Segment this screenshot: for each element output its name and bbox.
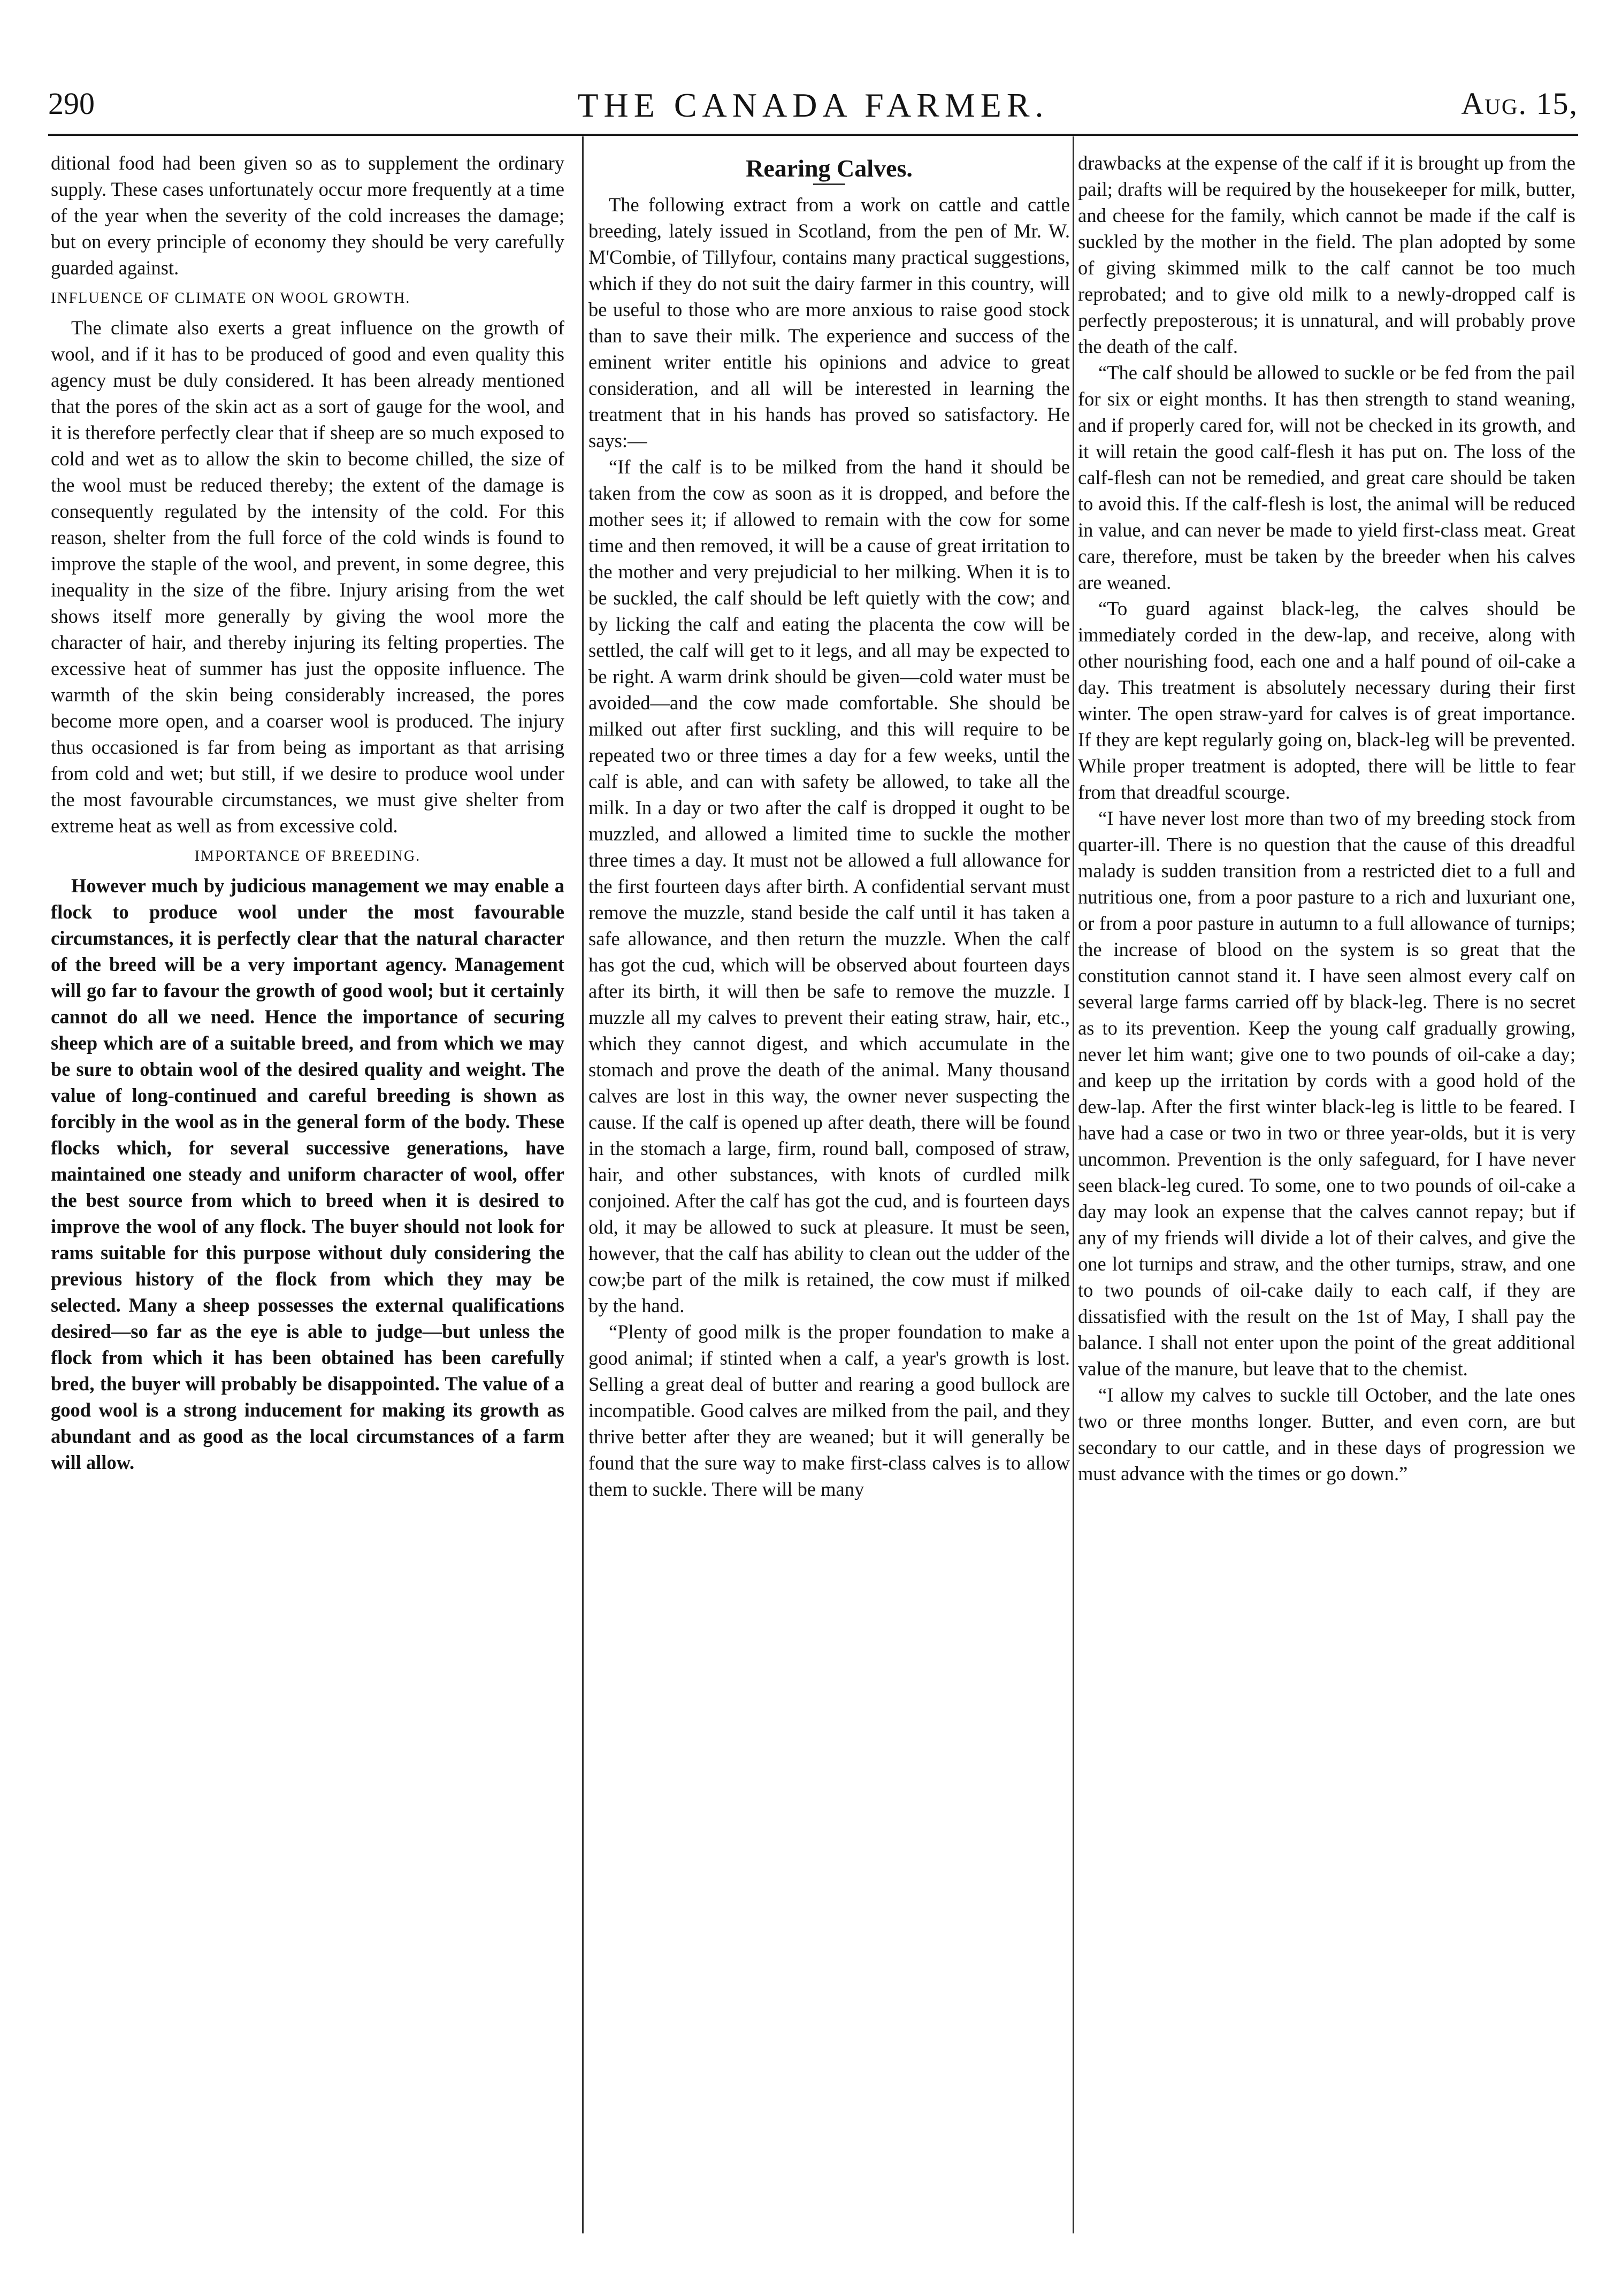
issue-date: Aug. 15, bbox=[1461, 86, 1578, 121]
page-number: 290 bbox=[48, 86, 95, 121]
column-right bbox=[1078, 150, 1575, 2268]
paragraph: “I have never lost more than two of my breeding stock from quarter-ill. There is no question that the cause of this dreadful malady is sudden transition from a restricted diet to a full and nutritious one, from a poor pasture to a rich and luxuriant one, or from a poor pasture in autumn to a full allowance of turnips; the increase of blood on the system is so great that the constitution cannot stand it. I have seen almost every calf on several large farms carried off by black-leg. There is no secret as to its prevention. Keep the young calf gradually growing, never let him want; give one to two pounds of oil-cake a day; and keep up the irritation by cords with a good hold of the dew-lap. After the first winter black-leg is little to be feared. I have had a case or two in two or three year-olds, but it is very uncommon. Prevention is the only safeguard, for I have never seen black-leg cured. To some, one to two pounds of oil-cake a day may look an expense that the calves cannot repay; but if any of my friends will divide a lot of their calves, and give the one lot turnips and straw, and the other turnips, straw, and one to two pounds of oil-cake daily to each calf, if they are dissatisfied with the result on the 1st of May, I shall pay the balance. I shall not enter upon the point of the great additional value of the manure, but leave that to the chemist. bbox=[1078, 807, 1575, 1380]
paragraph: The climate also exerts a great influence on the growth of wool, and if it has to be produced of good and even quality this agency must be duly considered. It has been already mentioned that the pores of the skin act as a sort of gauge for the wool, and it is therefore perfectly clear that if sheep are so much exposed to cold and wet as to allow the skin to become chilled, the size of the wool must be reduced thereby; the extent of the damage is consequently regulated by the intensity of the cold. For this reason, shelter from the full force of the cold winds is found to improve the staple of the wool, and prevent, in some degree, this inequality in the size of the fibre. Injury arising from the wet shows itself more generally by giving the wool more the character of hair, and thereby injuring its felting properties. The excessive heat of summer has just the opposite influence. The warmth of the skin being considerably increased, the pores become more open, and a coarser wool is produced. The injury thus occasioned is far from being as important as that arrising from cold and wet; but still, if we desire to produce wool under the most favourable circumstances, we must give shelter from extreme heat as well as from excessive cold. bbox=[51, 317, 564, 837]
paragraph: “If the calf is to be milked from the hand it should be taken from the cow as soon as it is dropped, and before the mother sees it; if allowed to remain with the cow for some time and then removed, it will be a cause of great irritation to the mother and very prejudicial to her milking. When it is to be suckled, the calf should be left quietly with the cow; and by licking the calf and eating the placenta the cow will be settled, the calf will get to it legs, and all may be expected to be right. A warm drink should be given—cold water must be avoided—and the cow made comfortable. She should be milked out after first suckling, and this will require to be repeated two or three times a day for a few weeks, until the calf is able, and can with safety be allowed, to take all the milk. In a day or two after the calf is dropped it ought to be muzzled, and allowed a limited time to suckle the mother three times a day. It must not be allowed a full allowance for the first fourteen days after birth. A confidential servant must remove the muzzle, stand beside the calf until it has taken a safe allowance, and then return the muzzle. When the calf has got the cud, which will be observed about fourteen days after its birth, it will then be safe to remove the muzzle. I muzzle all my calves to prevent their eating straw, hair, etc., which they cannot digest, and which accumulate in the stomach and prove the death of the animal. Many thousand calves are lost in this way, the owner never suspecting the cause. If the calf is opened up after death, there will be found in the stomach a large, firm, round ball, composed of straw, hair, and other substances, with knots of curdled milk conjoined. After the calf has got the cud, and is fourteen days old, it may be allowed to suck at pleasure. It must be seen, however, that the calf has ability to clean out the udder of the cow;be part of the milk is retained, the cow must if milked by the hand. bbox=[588, 456, 1070, 1317]
paragraph: “The calf should be allowed to suckle or be fed from the pail for six or eight months. It has then strength to stand weaning, and if properly cared for, will not be checked in its growth, and it will retain the good calf-flesh it has put on. The loss of the calf-flesh can not be remedied, and great care should be taken to avoid this. If the calf-flesh is lost, the animal will be reduced in value, and can never be made to yield first-class meat. Great care, therefore, must be taken by the breeder when his calves are weaned. bbox=[1078, 362, 1575, 593]
section-subheading: IMPORTANCE OF BREEDING. bbox=[194, 848, 421, 864]
article-title: Rearing Calves. bbox=[746, 155, 913, 182]
header-rule bbox=[48, 134, 1578, 136]
paragraph: “I allow my calves to suckle till October, and the late ones two or three months longer. Butter, and even corn, are but secondary to our cattle, and in these days of progression we must advance with the times or go down.” bbox=[1078, 1384, 1575, 1484]
column-left bbox=[51, 150, 564, 2268]
paragraph: ditional food had been given so as to supplement the ordinary supply. These cases unfortunately occur more frequently at a time of the year when the severity of the cold increases the damage; but on every principle of economy they should be very carefully guarded against. bbox=[51, 152, 564, 279]
page-header bbox=[48, 86, 1578, 128]
column-middle bbox=[588, 150, 1070, 2268]
paragraph: “Plenty of good milk is the proper foundation to make a good animal; if stinted when a calf, a year's growth is lost. Selling a great deal of butter and rearing a good bullock are incompatible. Good calves are milked from the pail, and they thrive better after they are weaned; but it will generally be found that the sure way to make first-class calves is to allow them to suckle. There will be many bbox=[588, 1321, 1070, 1500]
title-rule bbox=[813, 183, 845, 185]
journal-title: THE CANADA FARMER. bbox=[577, 86, 1049, 124]
paragraph: The following extract from a work on cattle and cattle breeding, lately issued in Scotland, from the pen of Mr. W. M'Combie, of Tillyfour, contains many practical suggestions, which if they do not suit the dairy farmer in this country, will be useful to those who are more anxious to raise good stock than to save their milk. The experience and success of the eminent writer entitle his opinions and advice to great consideration, and all will be interested in learning the treatment that in his hands has proved so satisfactory. He says:— bbox=[588, 194, 1070, 451]
column-divider bbox=[1073, 136, 1074, 2233]
paragraph: However much by judicious management we may enable a flock to produce wool under the most favourable circumstances, it is perfectly clear that the natural character of the breed will be a very important agency. Management will go far to favour the growth of good wool; but it certainly cannot do all we need. Hence the importance of securing sheep which are of a suitable breed, and from which we may be sure to obtain wool of the desired quality and weight. The value of long-continued and careful breeding is shown as forcibly in the wool as in the general form of the body. These flocks which, for several successive generations, have maintained one steady and uniform character of wool, offer the best source from which to breed when it is desired to improve the wool of any flock. The buyer should not look for rams suitable for this purpose without duly considering the previous history of the flock from which they may be selected. Many a sheep possesses the external qualifications desired—so far as the eye is able to judge—but unless the flock from which it has been obtained has been carefully bred, the buyer will probably be disappointed. The value of a good wool is a strong inducement for making its growth as abundant and as good as the local circumstances of a farm will allow. bbox=[51, 875, 564, 1473]
paragraph: “To guard against black-leg, the calves should be immediately corded in the dew-lap, and receive, along with other nourishing food, each one and a half pound of oil-cake a day. This treatment is absolutely necessary during their first winter. The open straw-yard for calves is of great importance. If they are kept regularly going on, black-leg will be prevented. While proper treatment is adopted, there will be little to fear from that dreadful scourge. bbox=[1078, 598, 1575, 803]
section-subheading: INFLUENCE OF CLIMATE ON WOOL GROWTH. bbox=[51, 290, 411, 307]
paragraph: drawbacks at the expense of the calf if it is brought up from the pail; drafts will be required by the housekeeper for milk, butter, and cheese for the family, which cannot be made if the calf is suckled by the mother in the field. The plan adopted by some of giving skimmed milk to the calf cannot be too much reprobated; and to give old milk to a newly-dropped calf is perfectly preposterous; it is unnatural, and will probably prove the death of the calf. bbox=[1078, 152, 1575, 357]
column-divider bbox=[582, 136, 584, 2233]
